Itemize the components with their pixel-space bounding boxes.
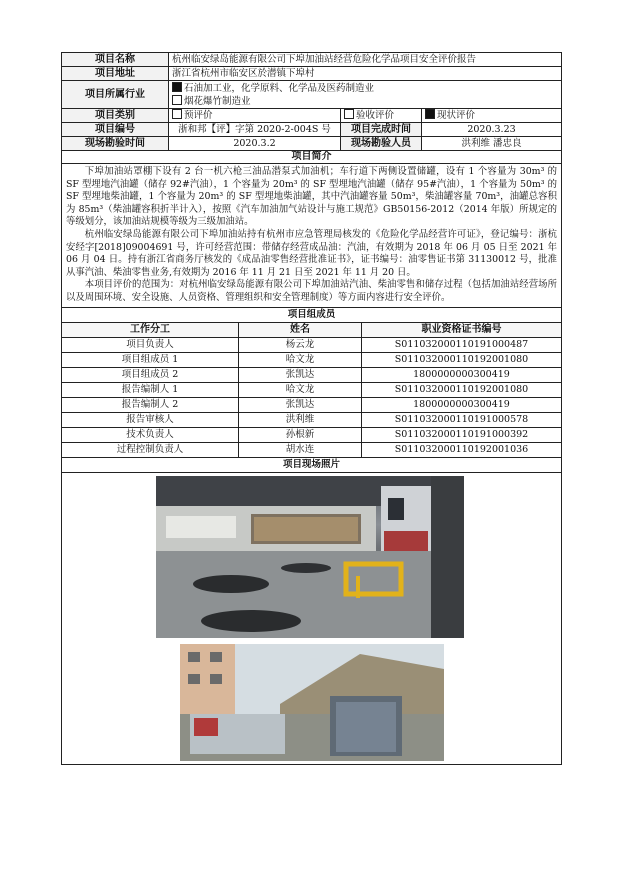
checkbox-checked-icon bbox=[172, 82, 182, 92]
member-cert: S011032000110192001080 bbox=[362, 352, 562, 367]
member-cert: S011032000110191000487 bbox=[362, 337, 562, 352]
checkbox-empty-icon bbox=[344, 109, 354, 119]
member-cert: S011032000110191000392 bbox=[362, 427, 562, 442]
members-header-name: 姓名 bbox=[239, 322, 362, 337]
intro-paragraph-2: 杭州临安绿岛能源有限公司下埠加油站持有杭州市应急管理局核发的《危险化学品经营许可证》，登记编号：浙杭安经字[2018]09004691 号，许可经营范围：带储存经营成品油：汽油，有效期为 2018 年 06 月 05 日至 2021 年 06 月 04 日。持有浙江省商务厅核发的《成品油零售经营批准证书》，证书编号：油零售证书第 31130012 号，批准从事汽油、柴油零售业务,有效期为 2016 年 11 月 21 日至 2021 年 11 月 20 日。 bbox=[66, 228, 557, 278]
members-header-cert: 职业资格证书编号 bbox=[362, 322, 562, 337]
building-illustration bbox=[180, 644, 444, 761]
member-row bbox=[62, 397, 562, 412]
member-row bbox=[62, 352, 562, 367]
member-cert: 1800000000300419 bbox=[362, 397, 562, 412]
member-cert: 1800000000300419 bbox=[362, 367, 562, 382]
industry-options bbox=[169, 81, 562, 109]
intro-paragraph-3: 本项目评价的范围为：对杭州临安绿岛能源有限公司下埠加油站汽油、柴油零售和储存过程（包括加油站经营场所以及周围环境、安全设施、人员资格、管理组织和安全管理制度）等方面内容进行安全评价。 bbox=[66, 279, 557, 303]
member-role: 项目负责人 bbox=[62, 337, 239, 352]
member-role: 项目组成员 2 bbox=[62, 367, 239, 382]
member-name: 张凯达 bbox=[239, 367, 362, 382]
project-number-label: 项目编号 bbox=[62, 123, 169, 137]
project-address-value: 浙江省杭州市临安区於潜镇下埠村 bbox=[169, 67, 562, 81]
category-label: 项目类别 bbox=[62, 109, 169, 123]
member-cert: S011032000110191000578 bbox=[362, 412, 562, 427]
member-row bbox=[62, 337, 562, 352]
project-name-value: 杭州临安绿岛能源有限公司下埠加油站经营危险化学品项目安全评价报告 bbox=[169, 53, 562, 67]
member-role: 项目组成员 1 bbox=[62, 352, 239, 367]
evaluation-form bbox=[61, 52, 561, 765]
checkbox-empty-icon bbox=[172, 109, 182, 119]
member-name: 胡水连 bbox=[239, 442, 362, 457]
member-name: 杨云龙 bbox=[239, 337, 362, 352]
category-option-acceptance: 验收评价 bbox=[341, 109, 422, 123]
survey-time-label: 现场勘验时间 bbox=[62, 137, 169, 151]
member-cert: S011032000110192001080 bbox=[362, 382, 562, 397]
site-photo-building bbox=[180, 644, 444, 761]
category-option-current: 现状评价 bbox=[422, 109, 562, 123]
member-name: 孙根新 bbox=[239, 427, 362, 442]
member-cert: S011032000110192001036 bbox=[362, 442, 562, 457]
project-name-label: 项目名称 bbox=[62, 53, 169, 67]
member-row bbox=[62, 382, 562, 397]
member-row bbox=[62, 412, 562, 427]
members-table bbox=[61, 307, 562, 765]
member-name: 洪利维 bbox=[239, 412, 362, 427]
project-address-label: 项目地址 bbox=[62, 67, 169, 81]
intro-body bbox=[62, 164, 562, 308]
members-title: 项目组成员 bbox=[62, 307, 562, 322]
member-row bbox=[62, 367, 562, 382]
intro-paragraph-1: 下埠加油站罩棚下设有 2 台一机六枪三油品潜泵式加油机；车行道下两侧设置储罐，设有 1 个容量为 30m³ 的 SF 型埋地汽油罐（储存 92#汽油），1 个容量为 20m³ 的 SF 型埋地汽油罐（储存 95#汽油），1 个容量为 50m³ 的 SF 型埋地柴油罐，1 个容量为 20m³ 的 SF 型埋地柴油罐，其中汽油罐容量 50m³，柴油罐容量 70m³，油罐总容积为 85m³（柴油罐容积折半计入），按照《汽车加油加气站设计与施工规范》GB50156-2012（2014 年版）所规定的等级划分，该加油站规模等级为三级加油站。 bbox=[66, 166, 557, 228]
member-row bbox=[62, 442, 562, 457]
member-role: 过程控制负责人 bbox=[62, 442, 239, 457]
member-role: 报告审核人 bbox=[62, 412, 239, 427]
member-row bbox=[62, 427, 562, 442]
members-header-role: 工作分工 bbox=[62, 322, 239, 337]
checkbox-checked-icon bbox=[425, 109, 435, 119]
checkbox-empty-icon bbox=[172, 95, 182, 105]
member-name: 张凯达 bbox=[239, 397, 362, 412]
category-option-pre: 预评价 bbox=[169, 109, 341, 123]
member-role: 报告编制人 1 bbox=[62, 382, 239, 397]
project-info-table bbox=[61, 52, 562, 308]
finish-time-label: 项目完成时间 bbox=[341, 123, 422, 137]
survey-staff-label: 现场勘验人员 bbox=[341, 137, 422, 151]
forecourt-illustration bbox=[156, 476, 464, 638]
finish-time-value: 2020.3.23 bbox=[422, 123, 562, 137]
member-role: 技术负责人 bbox=[62, 427, 239, 442]
intro-title: 项目简介 bbox=[62, 151, 562, 164]
survey-staff-value: 洪利维 潘忠良 bbox=[422, 137, 562, 151]
survey-time-value: 2020.3.2 bbox=[169, 137, 341, 151]
industry-option-1: 石油加工业，化学原料、化学品及医药制造业 bbox=[172, 82, 558, 95]
member-name: 哈文龙 bbox=[239, 382, 362, 397]
member-role: 报告编制人 2 bbox=[62, 397, 239, 412]
industry-label: 项目所属行业 bbox=[62, 81, 169, 109]
project-number-value: 浙和邦【评】字第 2020-2-004S 号 bbox=[169, 123, 341, 137]
members-rows bbox=[62, 337, 562, 457]
member-name: 哈文龙 bbox=[239, 352, 362, 367]
industry-option-2: 烟花爆竹制造业 bbox=[172, 95, 558, 108]
photos-cell bbox=[62, 472, 562, 764]
photos-area bbox=[62, 473, 561, 764]
photos-title: 项目现场照片 bbox=[62, 457, 562, 472]
site-photo-forecourt bbox=[156, 476, 464, 638]
